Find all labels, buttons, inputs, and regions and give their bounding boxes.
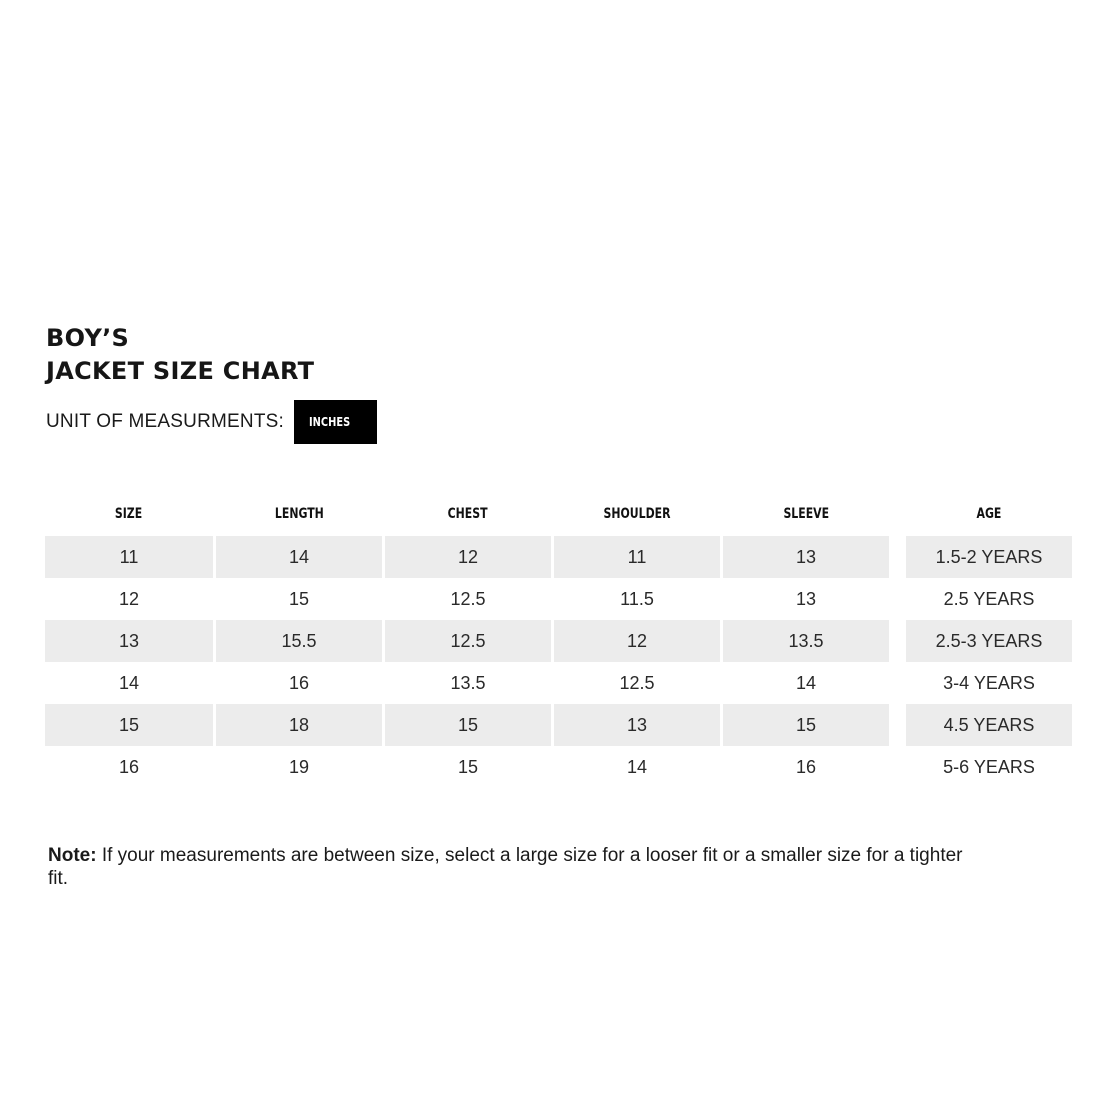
- unit-label: UNIT OF MEASURMENTS:: [46, 411, 284, 432]
- cell-length: 15: [288, 588, 310, 609]
- header-age: [906, 492, 1072, 536]
- cell-age: 2.5-3 YEARS: [906, 620, 1072, 662]
- cell-chest: 13.5: [450, 672, 486, 693]
- cell-age: 3-4 YEARS: [943, 672, 1035, 693]
- cell-age: 2.5 YEARS: [943, 588, 1035, 609]
- cell-size: 14: [118, 672, 140, 693]
- header-size-label: SIZE: [115, 506, 143, 522]
- size-table: [45, 492, 1072, 788]
- table-row: [45, 536, 1072, 578]
- cell-length: 15.5: [216, 620, 382, 662]
- header-length-label: LENGTH: [274, 506, 324, 522]
- header-shoulder-label: SHOULDER: [603, 506, 671, 522]
- unit-badge: [294, 400, 377, 444]
- header-size: [45, 492, 213, 536]
- cell-size: 16: [118, 756, 140, 777]
- cell-shoulder: 12: [554, 620, 720, 662]
- cell-length: 18: [216, 704, 382, 746]
- cell-shoulder: 11.5: [620, 588, 654, 609]
- cell-chest: 15: [457, 756, 479, 777]
- cell-sleeve: 15: [723, 704, 889, 746]
- page-title: [46, 322, 314, 388]
- header-length: [216, 492, 382, 536]
- cell-size: 13: [45, 620, 213, 662]
- table-header-row: [45, 492, 1072, 536]
- cell-age: 4.5 YEARS: [906, 704, 1072, 746]
- cell-shoulder: 11: [554, 536, 720, 578]
- cell-size: 11: [45, 536, 213, 578]
- header-chest-label: CHEST: [448, 506, 488, 522]
- header-age-label: AGE: [976, 506, 1002, 522]
- header-chest: [385, 492, 551, 536]
- cell-sleeve: 14: [795, 672, 817, 693]
- cell-age: 1.5-2 YEARS: [906, 536, 1072, 578]
- cell-chest: 12.5: [450, 588, 486, 609]
- cell-sleeve: 13.5: [723, 620, 889, 662]
- unit-value: INCHES: [309, 415, 351, 429]
- title-line-2: JACKET SIZE CHART: [46, 357, 315, 385]
- cell-chest: 12: [385, 536, 551, 578]
- table-row: [45, 704, 1072, 746]
- cell-size: 12: [118, 588, 140, 609]
- table-row: [45, 662, 1072, 704]
- table-row: [45, 620, 1072, 662]
- cell-shoulder: 14: [626, 756, 648, 777]
- fit-note: [48, 844, 968, 890]
- cell-chest: 15: [385, 704, 551, 746]
- cell-age: 5-6 YEARS: [943, 756, 1035, 777]
- header-sleeve: [723, 492, 889, 536]
- unit-row: [46, 400, 377, 444]
- cell-sleeve: 13: [795, 588, 817, 609]
- cell-size: 15: [45, 704, 213, 746]
- header-shoulder: [554, 492, 720, 536]
- table-row: [45, 746, 1072, 788]
- table-row: [45, 578, 1072, 620]
- cell-length: 19: [288, 756, 310, 777]
- note-text: If your measurements are between size, select a large size for a looser fit or a smaller size for a tighter fit.: [48, 845, 963, 889]
- header-sleeve-label: SLEEVE: [783, 506, 829, 522]
- cell-length: 14: [216, 536, 382, 578]
- cell-length: 16: [288, 672, 310, 693]
- cell-shoulder: 13: [554, 704, 720, 746]
- cell-sleeve: 16: [795, 756, 817, 777]
- cell-chest: 12.5: [385, 620, 551, 662]
- cell-sleeve: 13: [723, 536, 889, 578]
- note-label: Note:: [48, 845, 97, 866]
- cell-shoulder: 12.5: [619, 672, 655, 693]
- title-line-1: BOY’S: [46, 324, 130, 352]
